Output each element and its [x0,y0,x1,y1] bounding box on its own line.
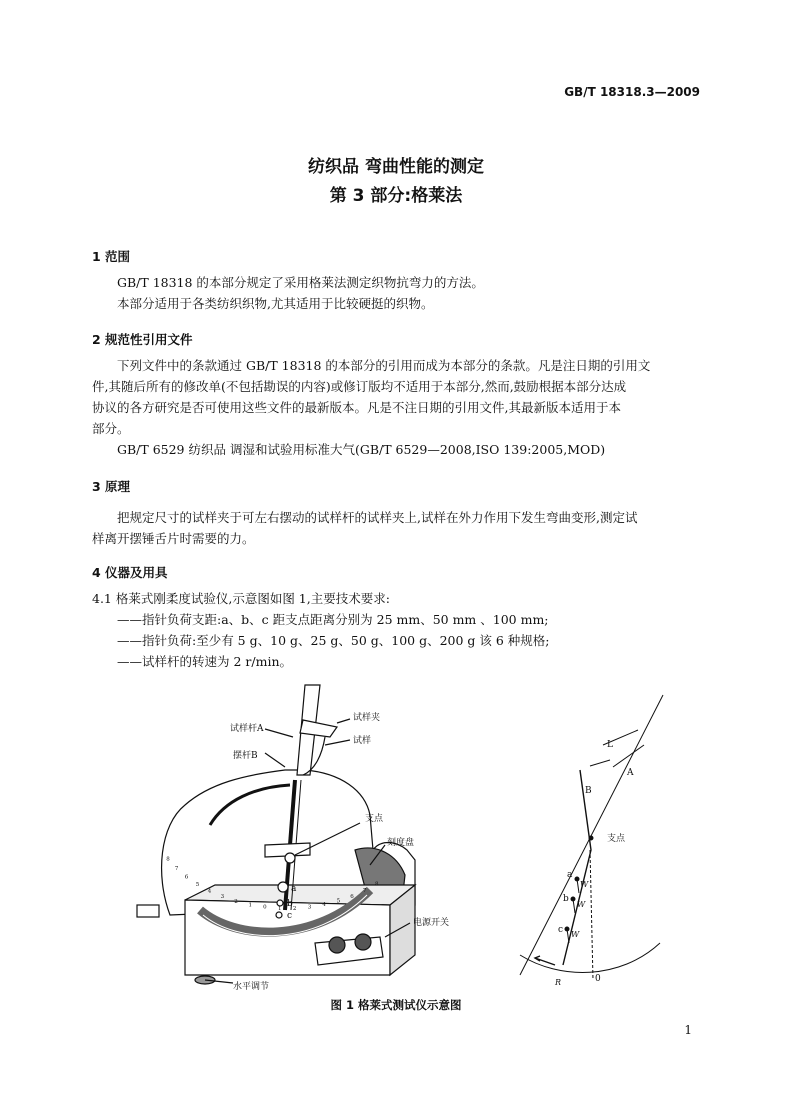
paragraph-line: 部分。 [92,421,130,436]
label-c-schematic: c [558,925,564,935]
dial-number: 5 [336,898,341,905]
label-Wc: W [571,930,580,939]
paragraph-line: 件,其随后所有的修改单(不包括勘误的内容)或修订版均不适用于本部分,然而,鼓励根据本部分达成 [92,379,627,394]
label-zero: 0 [595,974,601,984]
section-1-heading: 1 范围 [92,249,131,264]
paragraph-line: 样离开摆锤舌片时需要的力。 [92,531,255,546]
label-B: B [585,786,592,796]
dial-number: 3 [220,894,225,901]
label-pivot: 支点 [365,814,384,824]
dial-number: 6 [350,893,354,900]
paragraph-line: 把规定尺寸的试样夹于可左右摆动的试样杆的试样夹上,试样在外力作用下发生弯曲变形,测定试 [117,510,638,525]
label-Wb: W [577,900,586,909]
label-Wa: W [580,880,589,889]
dial-number: 8 [375,881,379,888]
label-pivot-schematic: 支点 [607,834,626,844]
paragraph: GB/T 18318 的本部分规定了采用格莱法测定织物抗弯力的方法。 [117,275,484,290]
tester-apparatus-drawing [137,685,415,984]
doc-subtitle: 第 3 部分:格莱法 [329,186,463,206]
paragraph-line: 下列文件中的条款通过 GB/T 18318 的本部分的引用而成为本部分的条款。凡是注日期的引用文 [117,358,651,373]
list-item: ——试样杆的转速为 2 r/min。 [117,654,292,669]
doc-title: 纺织品 弯曲性能的测定 [308,157,484,177]
label-pendulum: 摆杆B [233,751,258,761]
dial-number: 5 [195,881,200,888]
dial-number: 8 [166,856,170,863]
dial-number: 1 [248,902,252,909]
dial-number: 7 [363,888,367,895]
label-sample-clamp: 试样夹 [353,713,381,723]
section-1-body [92,272,704,314]
label-power-switch: 电源开关 [413,918,450,928]
dial-number: 3 [307,904,312,911]
label-sample-rod: 试样杆A [230,724,264,734]
figure-1-diagram [115,675,695,997]
section-3-body [92,507,704,549]
label-dial: 刻度盘 [387,838,415,848]
clause-4-1: 4.1 格莱式刚柔度试验仪,示意图如图 1,主要技术要求: [92,591,390,606]
section-2-body [92,355,704,460]
paragraph-line: 协议的各方研究是否可使用这些文件的最新版本。凡是不注日期的引用文件,其最新版本适用于本 [92,400,621,415]
label-a-schematic: a [567,870,573,880]
dial-number: 0 [263,904,267,911]
section-4-body [92,588,704,672]
label-point-a: a [291,884,297,894]
label-point-c: c [287,911,293,921]
schematic-drawing [520,695,663,980]
dial-number: 4 [207,888,212,895]
label-b-schematic: b [563,894,569,904]
label-level-adjust: 水平调节 [233,982,270,992]
page-number: 1 [684,1023,692,1037]
section-4-heading: 4 仪器及用具 [92,565,168,580]
standard-number: GB/T 18318.3—2009 [564,85,700,99]
normative-reference: GB/T 6529 纺织品 调湿和试验用标准大气(GB/T 6529—2008,ISO 139:2005,MOD) [117,442,606,457]
dial-number: 1 [278,905,282,912]
label-sample: 试样 [353,736,372,746]
dial-number: 4 [322,902,326,909]
label-Rg: R [555,978,562,987]
dial-number: 2 [292,905,297,912]
section-3-heading: 3 原理 [92,479,131,494]
section-2-heading: 2 规范性引用文件 [92,332,193,347]
dial-number: 2 [234,898,238,905]
list-item: ——指针负荷:至少有 5 g、10 g、25 g、50 g、100 g、200 g 该 6 种规格; [117,633,550,648]
label-A: A [627,768,634,778]
figure-caption: 图 1 格莱式测试仪示意图 [330,998,462,1012]
paragraph: 本部分适用于各类纺织织物,尤其适用于比较硬挺的织物。 [117,296,434,311]
dial-number: 7 [174,865,179,872]
label-L: L [607,740,613,750]
label-point-b: b [287,899,293,909]
dial-number: 6 [184,874,189,881]
list-item: ——指针负荷支距:a、b、c 距支点距离分别为 25 mm、50 mm 、100 mm; [117,612,549,627]
